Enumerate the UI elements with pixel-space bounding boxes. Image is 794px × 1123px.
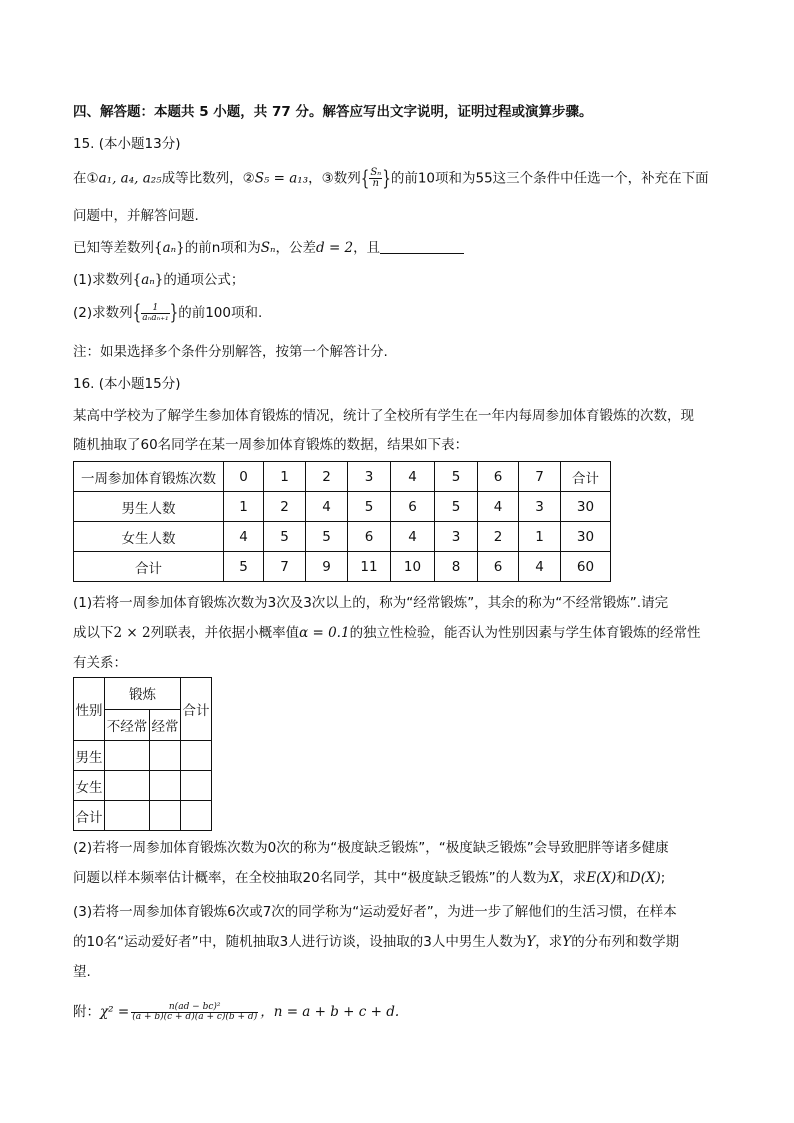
- table-row: 女生: [74, 771, 212, 801]
- q16-intro-line2: 随机抽取了60名同学在某一周参加体育锻炼的数据，结果如下表：: [73, 437, 469, 453]
- q16-part2-line1: (2)若将一周参加体育锻炼次数为0次的称为“极度缺乏锻炼”，“极度缺乏锻炼”会导致肥胖等诸多健康: [73, 840, 669, 856]
- q16-part3-line2: 的10名“运动爱好者”中，随机抽取3人进行访谈，设抽取的3人中男生人数为Y，求Y的分布列和数学期: [73, 934, 680, 950]
- part2-fraction: $\frac{1}{\text{aₙaₙ₊₁}}$: [142, 302, 169, 323]
- q16-part3-line3: 望.: [73, 964, 91, 980]
- cond1-expr: a₁, a₄, a₂₅: [98, 170, 162, 187]
- appendix-formula: 附：χ² = $\frac{\text{n(ad − bc)²}}{(a + b)(c + d)(a + c)(b + d)}$ ，n = a + b + c + d.: [73, 1001, 400, 1022]
- table-row: 男生人数 1 2 4 5 6 5 4 3 30: [74, 492, 611, 522]
- blank-cell: [105, 741, 150, 771]
- blank-cell: [181, 771, 212, 801]
- q15-given-line: 已知等差数列{aₙ}的前n项和为Sₙ，公差d = 2，且: [73, 238, 464, 258]
- exercise-data-table: [73, 461, 611, 582]
- q16-part1-line2: 成以下2 × 2列联表，并依据小概率值α = 0.1的独立性检验，能否认为性别因素与学生体育锻炼的经常性: [73, 625, 701, 641]
- blank-cell: [150, 741, 181, 771]
- cond2-expr: S₅ = a₁₃: [254, 170, 309, 187]
- table-row: 男生: [74, 741, 212, 771]
- section-header: 四、解答题：本题共 5 小题，共 77 分。解答应写出文字说明，证明过程或演算步骤。: [73, 104, 593, 120]
- q15-note: 注：如果选择多个条件分别解答，按第一个解答计分.: [73, 344, 388, 360]
- table-row: 女生人数 4 5 5 6 4 3 2 1 30: [74, 522, 611, 552]
- blank-cell: [181, 741, 212, 771]
- chi-square-fraction: $\frac{\text{n(ad − bc)²}}{(a + b)(c + d)(a + c)(b + d)}$: [132, 1001, 258, 1022]
- blank-cell: [150, 801, 181, 831]
- q15-conditions-line: 在①a₁, a₄, a₂₅成等比数列，②S₅ = a₁₃，③数列{ $\frac{\text{Sₙ}}{n}$ }的前10项和为55这三个条件中任选一个，补充在下面: [73, 166, 709, 191]
- contingency-table: 性别 锻炼 合计 不经常 经常 男生 女生 合计: [73, 677, 212, 831]
- q16-intro-line1: 某高中学校为了解学生参加体育锻炼的情况，统计了全校所有学生在一年内每周参加体育锻炼的次数，现: [73, 408, 694, 424]
- q16-part2-line2: 问题以样本频率估计概率，在全校抽取20名同学，其中“极度缺乏锻炼”的人数为X，求E(X)和D(X);: [73, 870, 666, 886]
- q15-line2: 问题中，并解答问题.: [73, 208, 199, 224]
- table-row: 合计 5 7 9 11 10 8 6 4 60: [74, 552, 611, 582]
- answer-blank: [380, 239, 464, 254]
- cond3-fraction: $\frac{\text{Sₙ}}{n}$: [370, 167, 382, 189]
- q16-part3-line1: (3)若将一周参加体育锻炼6次或7次的同学称为“运动爱好者”，为进一步了解他们的生活习惯，在样本: [73, 904, 677, 920]
- blank-cell: [105, 771, 150, 801]
- q16-title: 16. (本小题15分): [73, 376, 181, 392]
- q15-part2: (2)求数列{ $\frac{1}{\text{aₙaₙ₊₁}}$ }的前100项和.: [73, 301, 263, 325]
- q15-part1: (1)求数列{aₙ}的通项公式；: [73, 272, 245, 288]
- blank-cell: [105, 801, 150, 831]
- table-row: 合计: [74, 801, 212, 831]
- blank-cell: [181, 801, 212, 831]
- q16-part1-line1: (1)若将一周参加体育锻炼次数为3次及3次以上的，称为“经常锻炼”，其余的称为“不经常锻炼”.请完: [73, 595, 669, 611]
- blank-cell: [150, 771, 181, 801]
- q16-part1-line3: 有关系：: [73, 655, 127, 671]
- q15-title: 15. (本小题13分): [73, 136, 181, 152]
- table-header-row: 一周参加体育锻炼次数 0 1 2 3 4 5 6 7 合计: [74, 462, 611, 492]
